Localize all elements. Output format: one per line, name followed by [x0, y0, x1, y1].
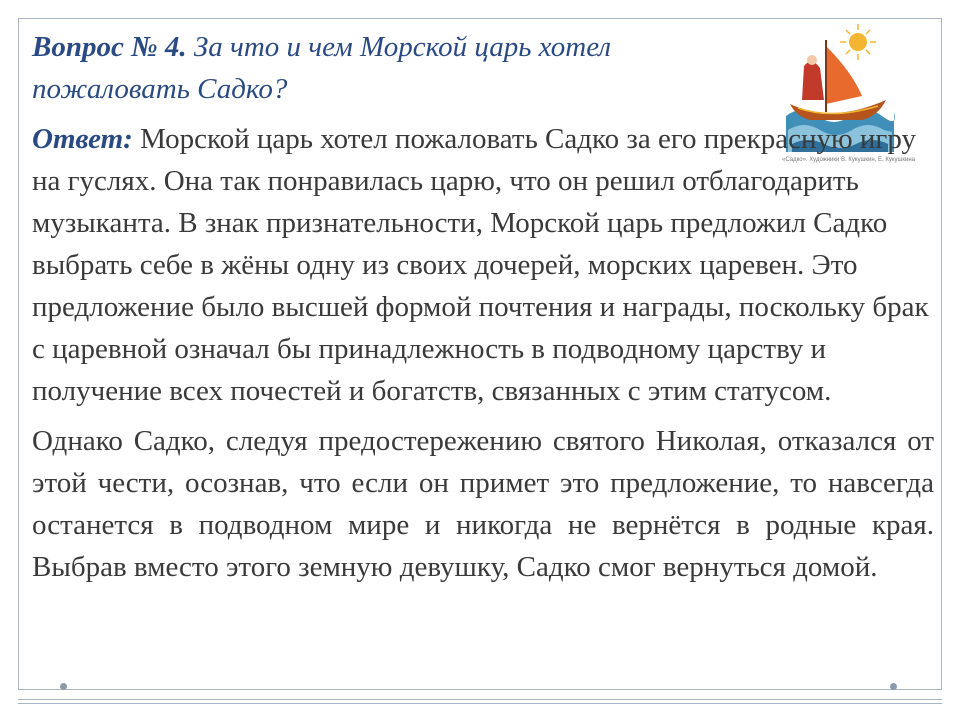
slide-content — [32, 26, 934, 588]
answer — [32, 118, 934, 412]
answer-label: Ответ: — [32, 123, 133, 155]
paragraph-2: Однако Садко, следуя предостережению святого Николая, отказался от этой чести, осознав, что если он примет это предложение, то навсегда останется в подводном мире и никогда не вернётся в родные края. Выбрав вместо этого земную девушку, Садко смог вернуться домой. — [32, 425, 934, 583]
question — [32, 26, 752, 110]
bottom-divider-2 — [18, 703, 942, 704]
answer-text: Морской царь хотел пожаловать Садко за его прекрасную игру на гуслях. Она так понравилась царю, что он решил отблагодарить музыканта. В знак признательности, Морской царь предложил Садко выбрать себе в жёны одну из своих дочерей, морских царевен. Это предложение было высшей формой почтения и награды, поскольку брак с царевной означал бы принадлежность в подводному царству и получение всех почестей и богатств, связанных с этим статусом. — [32, 123, 929, 407]
corner-dot-left — [60, 683, 67, 690]
corner-dot-right — [890, 683, 897, 690]
question-label: Вопрос № 4. — [32, 31, 187, 63]
illustration-caption: «Садко». Художники В. Кукушкин, Е. Кукушкина — [782, 157, 915, 163]
question-text: За что и чем Морской царь хотел пожаловать Садко? — [32, 31, 612, 105]
bottom-divider — [18, 699, 942, 700]
